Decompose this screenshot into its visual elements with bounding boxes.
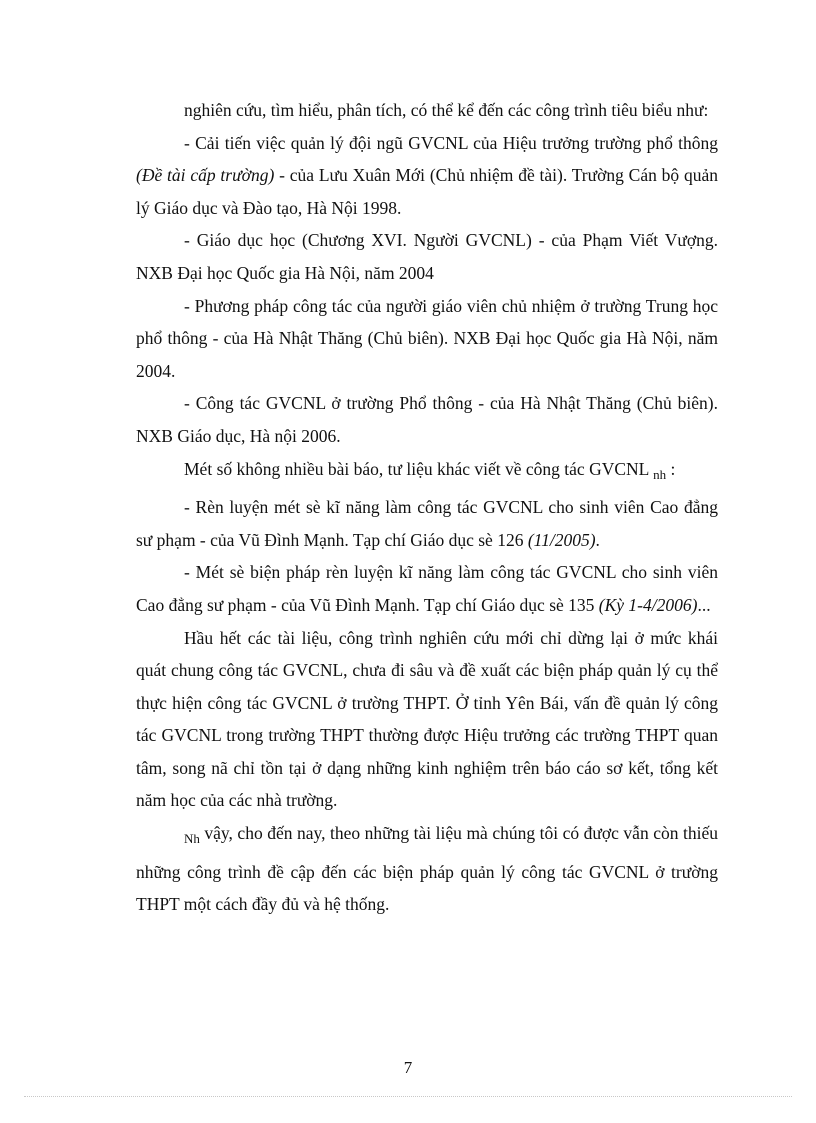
footer-dotted-rule [24,1096,792,1097]
text-run: - Phương pháp công tác của người giáo viên chủ nhiệm ở trường Trung học phổ thông - của Hà Nhật Thăng (Chủ biên). NXB Đại học Quốc gia Hà Nội, năm 2004. [136,295,718,381]
page-number: 7 [403,1058,413,1077]
text-run: Nh [184,831,200,847]
text-run: nh [653,466,667,482]
text-run: - của Lưu Xuân Mới (Chủ nhiệm đề tài). Trường Cán bộ quản lý Giáo dục và Đào tạo, Hà Nội 1998. [136,165,719,218]
text-run: ... [697,594,711,615]
paragraph-p2 [136,127,718,225]
text-run: Hầu hết các tài liệu, công trình nghiên cứu mới chỉ dừng lại ở mức khái quát chung công tác GVCNL, chưa đi sâu và đề xuất các biện pháp quản lý cụ thể thực hiện công tác GVCNL ở trường THPT. Ở tỉnh Yên Bái, vấn đề quản lý công tác GVCNL trong trường THPT thường được Hiệu trưởng các trường THPT quan tâm, song nã chỉ tồn tại ở dạng những kinh nghiệm trên báo cáo sơ kết, tổng kết năm học của các nhà trường. [136,627,718,811]
text-run: . [595,529,600,550]
text-run: - Giáo dục học (Chương XVI. Người GVCNL) - của Phạm Viết Vượng. NXB Đại học Quốc gia Hà Nội, năm 2004 [136,230,718,283]
paragraph-p10 [136,817,718,921]
body-text [136,94,718,921]
paragraph-p8 [136,556,718,621]
text-run: : [666,458,676,479]
paragraph-p3 [136,224,718,289]
text-run: (Đề tài cấp trường) [136,165,275,186]
text-run: nghiên cứu, tìm hiểu, phân tích, có thể kể đến các công trình tiêu biểu như: [184,100,709,120]
paragraph-p7 [136,491,718,556]
paragraph-p1 [136,94,718,127]
text-run: - Rèn luyện mét sè kĩ năng làm công tác GVCNL cho sinh viên Cao đẳng sư phạm - của Vũ Đình Mạnh. Tạp chí Giáo dục sè 126 [136,497,718,550]
paragraph-p9 [136,622,718,818]
text-run: - Công tác GVCNL ở trường Phổ thông - của Hà Nhật Thăng (Chủ biên). NXB Giáo dục, Hà nội 2006. [136,393,718,446]
text-run: (Kỳ 1-4/2006) [598,594,698,615]
text-run: vậy, cho đến nay, theo những tài liệu mà chúng tôi có được vẫn còn thiếu những công trình đề cập đến các biện pháp quản lý công tác GVCNL ở trường THPT một cách đầy đủ và hệ thống. [136,823,718,915]
text-run: Mét số không nhiều bài báo, tư liệu khác viết về công tác GVCNL [184,458,654,479]
paragraph-p6 [136,453,718,492]
text-run: - Cải tiến việc quản lý đội ngũ GVCNL của Hiệu trưởng trường phổ thông [184,132,718,153]
text-run: (11/2005) [527,529,596,550]
text-run: - Mét sè biện pháp rèn luyện kĩ năng làm công tác GVCNL cho sinh viên Cao đẳng sư phạm - của Vũ Đình Mạnh. Tạp chí Giáo dục sè 135 [136,562,718,615]
paragraph-p4 [136,290,718,388]
paragraph-p5 [136,387,718,452]
